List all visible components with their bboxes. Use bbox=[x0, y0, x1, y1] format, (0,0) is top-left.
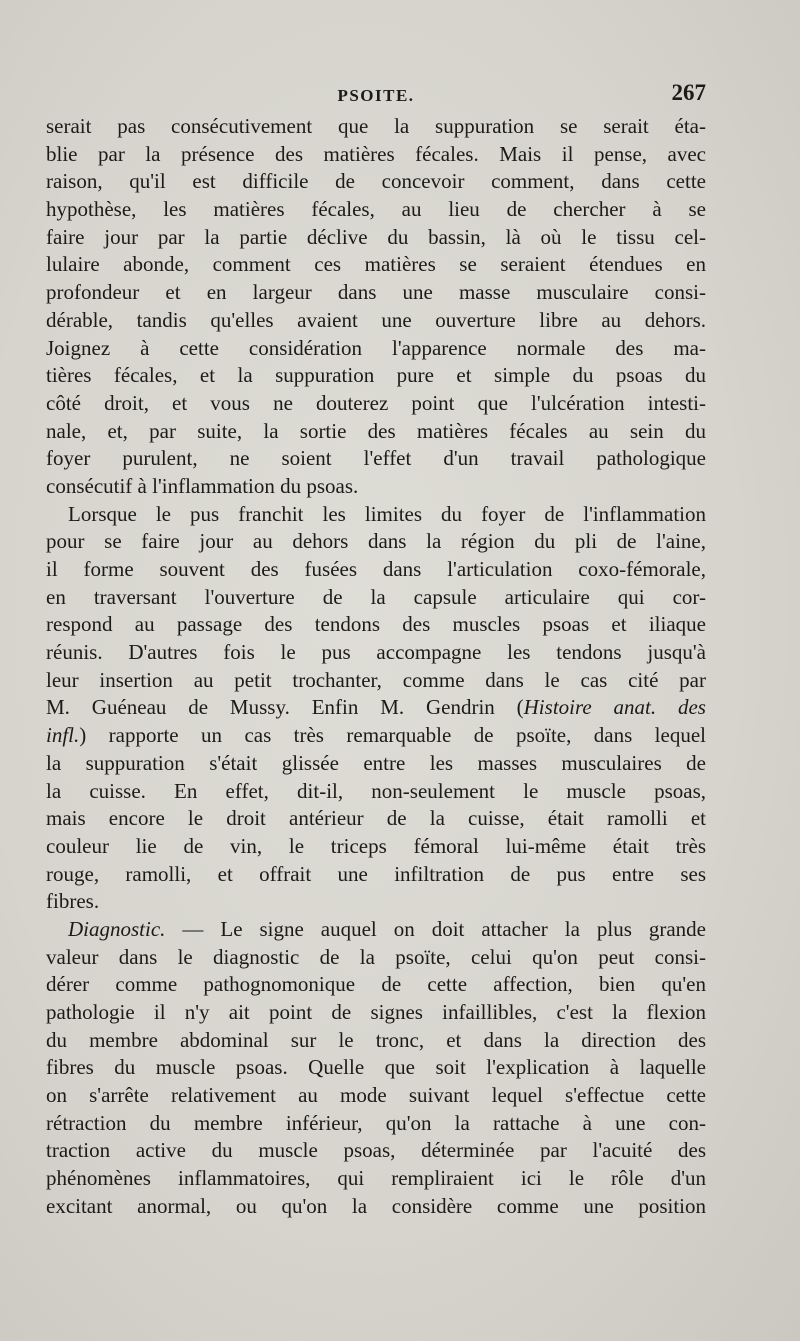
text-fragment: M. Guéneau de Mussy. Enfin M. Gendrin ( bbox=[46, 695, 524, 720]
text-line: traction active du muscle psoas, déterminée par l'acuité des bbox=[46, 1138, 706, 1163]
citation-title: Histoire anat. des bbox=[523, 695, 706, 720]
text-line: tières fécales, et la suppuration pure et simple du psoas du bbox=[46, 363, 706, 388]
running-title: PSOITE. bbox=[337, 86, 415, 105]
text-line: leur insertion au petit trochanter, comme dans le cas cité par bbox=[46, 667, 706, 692]
section-heading: Diagnostic. bbox=[68, 916, 166, 941]
text-line: phénomènes inflammatoires, qui rempliraient ici le rôle d'un bbox=[46, 1166, 706, 1191]
text-line: blie par la présence des matières fécales. Mais il pense, avec bbox=[46, 141, 706, 166]
text-fragment: — Le signe auquel on doit attacher la plus grande bbox=[165, 916, 706, 941]
text-line: Lorsque le pus franchit les limites du foyer de l'inflammation bbox=[68, 501, 706, 526]
body-text bbox=[46, 113, 706, 1221]
running-head bbox=[46, 80, 706, 110]
text-line: dérer comme pathognomonique de cette affection, bien qu'en bbox=[46, 972, 706, 997]
citation-title: infl. bbox=[46, 723, 80, 748]
text-line: couleur lie de vin, le triceps fémoral lui-même était très bbox=[46, 833, 706, 858]
text-line: il forme souvent des fusées dans l'articulation coxo-fémorale, bbox=[46, 557, 706, 581]
text-line: consécutif à l'inflammation du psoas. bbox=[46, 473, 359, 498]
paragraph-pus-extension bbox=[46, 501, 706, 916]
text-line: excitant anormal, ou qu'on la considère comme une position bbox=[46, 1193, 706, 1218]
text-line: Joignez à cette considération l'apparence normale des ma- bbox=[46, 335, 706, 360]
text-line: pour se faire jour au dehors dans la région du pli de l'aine, bbox=[46, 529, 706, 554]
text-line bbox=[46, 694, 706, 722]
text-line: rouge, ramolli, et offrait une infiltration de pus entre ses bbox=[46, 861, 706, 886]
text-line: serait pas consécutivement que la suppuration se serait éta- bbox=[46, 114, 706, 138]
paragraph-diagnostic bbox=[46, 916, 706, 1221]
text-line: mais encore le droit antérieur de la cuisse, était ramolli et bbox=[46, 806, 706, 831]
text-line bbox=[46, 722, 706, 750]
text-line: lulaire abonde, comment ces matières se seraient étendues en bbox=[46, 252, 706, 277]
text-line: du membre abdominal sur le tronc, et dans la direction des bbox=[46, 1027, 706, 1052]
text-fragment: ) rapporte un cas très remarquable de psoïte, dans lequel bbox=[79, 723, 706, 748]
text-line: rétraction du membre inférieur, qu'on la rattache à une con- bbox=[46, 1110, 706, 1135]
text-line: fibres. bbox=[46, 889, 100, 914]
text-line: en traversant l'ouverture de la capsule articulaire qui cor- bbox=[46, 584, 706, 609]
text-line: valeur dans le diagnostic de la psoïte, celui qu'on peut consi- bbox=[46, 944, 706, 969]
text-line: la suppuration s'était glissée entre les masses musculaires de bbox=[46, 750, 706, 775]
text-line: réunis. D'autres fois le pus accompagne les tendons jusqu'à bbox=[46, 640, 706, 665]
text-line: côté droit, et vous ne douterez point que l'ulcération intesti- bbox=[46, 390, 706, 415]
text-line: pathologie il n'y ait point de signes infaillibles, c'est la flexion bbox=[46, 1000, 706, 1024]
text-line: dérable, tandis qu'elles avaient une ouverture libre au dehors. bbox=[46, 307, 706, 332]
text-line: nale, et, par suite, la sortie des matières fécales au sein du bbox=[46, 418, 706, 443]
text-line: fibres du muscle psoas. Quelle que soit l'explication à laquelle bbox=[46, 1055, 706, 1080]
text-line: faire jour par la partie déclive du bassin, là où le tissu cel- bbox=[46, 224, 706, 249]
text-line: profondeur et en largeur dans une masse musculaire consi- bbox=[46, 280, 706, 305]
text-line: la cuisse. En effet, dit-il, non-seulement le muscle psoas, bbox=[46, 778, 706, 803]
text-line: foyer purulent, ne soient l'effet d'un travail pathologique bbox=[46, 446, 706, 471]
text-line: respond au passage des tendons des muscles psoas et iliaque bbox=[46, 612, 706, 637]
text-line: on s'arrête relativement au mode suivant lequel s'effectue cette bbox=[46, 1083, 706, 1108]
text-line: hypothèse, les matières fécales, au lieu de chercher à se bbox=[46, 197, 706, 222]
text-line: raison, qu'il est difficile de concevoir comment, dans cette bbox=[46, 169, 706, 194]
text-line bbox=[46, 916, 706, 944]
page-number: 267 bbox=[671, 80, 706, 105]
paragraph-continuation bbox=[46, 113, 706, 501]
